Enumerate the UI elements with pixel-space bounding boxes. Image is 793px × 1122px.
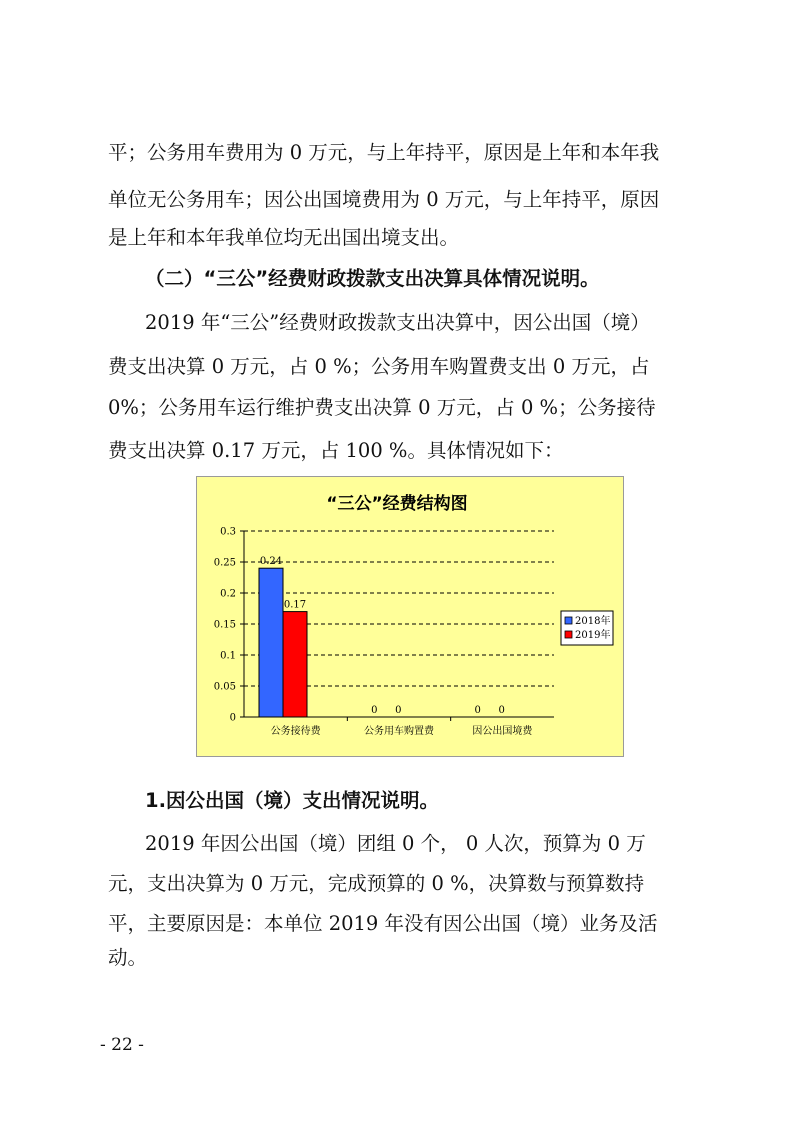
body-text-line-10: 平，主要原因是：本单位 2019 年没有因公出国（境）业务及活 (108, 912, 658, 935)
legend-label: 2019年 (575, 630, 611, 641)
bar-data-label: 0 (498, 705, 505, 716)
page-number: - 22 - (100, 1035, 144, 1055)
legend-label: 2018年 (575, 616, 611, 627)
body-text-line-9: 元，支出决算为 0 万元，完成预算的 0 %，决算数与预算数持 (108, 872, 645, 895)
body-text-line-4: 2019 年“三公”经费财政拨款支出决算中，因公出国（境） (145, 311, 650, 334)
body-text-line-1: 平；公务用车费用为 0 万元，与上年持平，原因是上年和本年我 (108, 141, 660, 164)
chart-svg (197, 477, 625, 758)
chart-title: “三公”经费结构图 (326, 494, 468, 514)
bar-data-label: 0.24 (259, 556, 283, 568)
y-tick-label: 0.05 (213, 681, 236, 693)
bar-1-0 (283, 612, 307, 717)
subsection-heading-1: 1.因公出国（境）支出情况说明。 (145, 789, 439, 812)
section-heading-2: （二）“三公”经费财政拨款支出决算具体情况说明。 (145, 267, 600, 290)
bar-data-label: 0 (474, 705, 481, 716)
y-tick-label: 0.15 (213, 619, 236, 631)
y-tick-label: 0.25 (213, 557, 236, 569)
legend-swatch (565, 631, 572, 638)
bar-data-label: 0.17 (283, 599, 307, 611)
bar-0-0 (259, 568, 283, 717)
x-category-label: 因公出国境费 (472, 726, 533, 737)
y-tick-label: 0.1 (220, 650, 236, 662)
y-tick-label: 0 (229, 712, 236, 724)
body-text-line-11: 动。 (108, 946, 148, 969)
three-public-expenses-chart (196, 476, 624, 757)
x-category-label: 公务用车购置费 (364, 726, 434, 737)
y-tick-label: 0.2 (220, 588, 236, 600)
legend-swatch (565, 617, 572, 624)
bar-data-label: 0 (371, 705, 378, 716)
body-text-line-3: 是上年和本年我单位均无出国出境支出。 (108, 226, 460, 249)
y-tick-label: 0.3 (220, 526, 236, 538)
body-text-line-8: 2019 年因公出国（境）团组 0 个， 0 人次，预算为 0 万 (145, 832, 646, 855)
body-text-line-2: 单位无公务用车；因公出国境费用为 0 万元，与上年持平，原因 (108, 188, 660, 211)
body-text-line-6: 0%；公务用车运行维护费支出决算 0 万元，占 0 %；公务接待 (108, 396, 656, 419)
body-text-line-5: 费支出决算 0 万元，占 0 %；公务用车购置费支出 0 万元，占 (108, 355, 650, 378)
bar-data-label: 0 (395, 705, 402, 716)
x-category-label: 公务接待费 (270, 726, 321, 737)
body-text-line-7: 费支出决算 0.17 万元，占 100 %。具体情况如下： (108, 439, 564, 462)
